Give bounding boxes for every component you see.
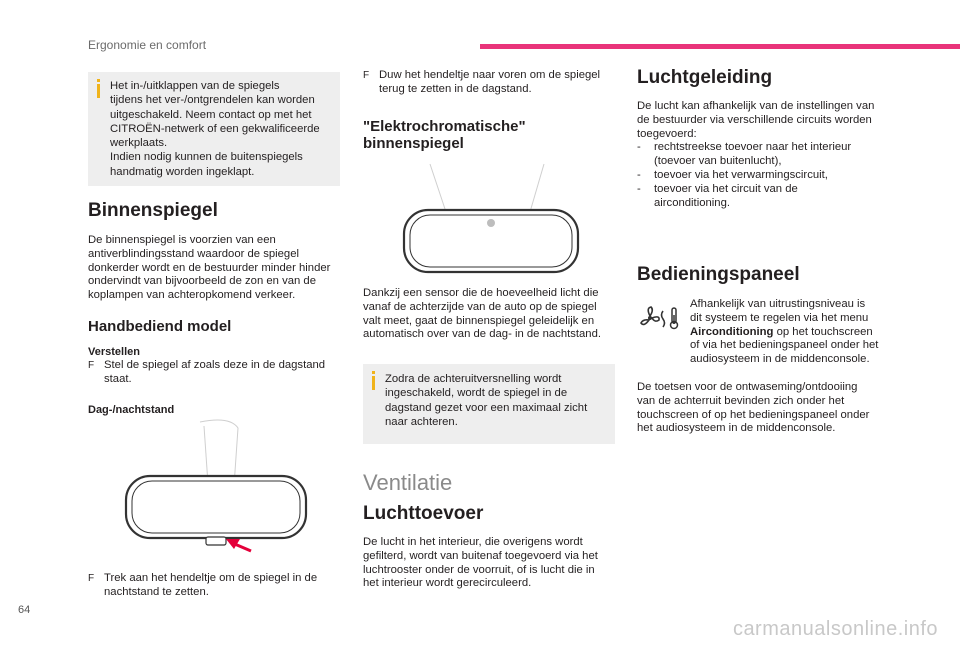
section-accent-bar (480, 44, 960, 49)
text-line: airconditioning. (654, 196, 730, 209)
bullet-mark: F (88, 360, 95, 371)
text-line: gefilterd, wordt van buitenaf toegevoerd via het (363, 549, 598, 562)
note-line: werkplaats. (110, 137, 168, 150)
label-dagnacht: Dag-/nachtstand (88, 404, 175, 416)
note-line: dagstand gezet voor een maximaal zicht (385, 401, 588, 414)
info-icon (97, 84, 100, 98)
text-line: het interieur wordt gerecirculeerd. (363, 577, 532, 590)
note-line: ingeschakeld, wordt de spiegel in de (385, 387, 568, 400)
text-line: touchscreen of op het bedieningspaneel onder (637, 408, 870, 421)
text-line: (toevoer van buitenlucht), (654, 155, 782, 168)
note-line: handmatig worden ingeklapt. (110, 165, 255, 178)
text-line: toevoer via het circuit van de (654, 182, 798, 195)
heading-handbediend: Handbediend model (88, 318, 232, 335)
sensor-text (363, 287, 623, 342)
heading-bedieningspaneel: Bedieningspaneel (637, 264, 800, 285)
text-line: valt meet, gaat de binnenspiegel geleidelijk en (363, 314, 595, 327)
text-line (690, 326, 905, 340)
watermark: carmanualsonline.info (732, 618, 938, 640)
luchtgeleiding-text (637, 100, 902, 210)
text-line: rechtstreekse toevoer naar het interieur (654, 141, 852, 154)
text-line: toegevoerd: (637, 127, 697, 140)
text-line: donkerder wordt en de bestuurder minder hinder (88, 261, 331, 274)
text-line: Duw het hendeltje naar voren om de spiegel (379, 69, 601, 81)
note-line: Zodra de achteruitversnelling wordt (385, 373, 562, 385)
text-line: Trek aan het hendeltje om de spiegel in de (104, 572, 318, 584)
heading-luchtgeleiding: Luchtgeleiding (637, 67, 773, 88)
text-line: Dankzij een sensor die de hoeveelheid licht die (363, 287, 599, 299)
text-line: vanaf de achterzijde van de auto op de spiegel (363, 300, 597, 313)
note-line: CITROËN-netwerk of een gekwalificeerde (110, 122, 320, 135)
heading-binnenspiegel: Binnenspiegel (88, 200, 218, 221)
text-line: De lucht in het interieur, die overigens wordt (363, 536, 583, 548)
note-line: tijdens het ver-/ontgrendelen kan worden (110, 94, 315, 107)
sensor-icon (487, 219, 495, 227)
label-verstellen: Verstellen (88, 346, 140, 358)
page-number: 64 (18, 604, 31, 616)
text-line: antiverblindingsstand waardoor de spiegel (88, 247, 300, 260)
mirror-lever (206, 537, 226, 545)
list-item (637, 169, 902, 183)
text-line: nachtstand te zetten. (104, 585, 209, 598)
info-icon (372, 376, 375, 390)
text-line: ondervindt van bijvoorbeeld de zon en van de (88, 275, 316, 288)
heading-line: binnenspiegel (363, 135, 464, 152)
text-line: van de achterruit bevinden zich onder het (637, 394, 845, 407)
menu-name: Airconditioning (690, 325, 774, 338)
note-line: naar achteren. (385, 415, 458, 428)
binnenspiegel-text (88, 234, 348, 303)
text-span: op het touchscreen (773, 325, 873, 338)
text-line: De lucht kan afhankelijk van de instellingen van (637, 100, 875, 112)
note-line: Indien nodig kunnen de buitenspiegels (110, 151, 303, 164)
heading-ventilatie: Ventilatie (363, 470, 453, 495)
text-line: Stel de spiegel af zoals deze in de dagstand (104, 359, 326, 371)
dash-mark: - (637, 168, 641, 181)
text-line: audiosysteem in de middenconsole. (690, 353, 870, 366)
section-header: Ergonomie en comfort (88, 38, 207, 52)
text-line: de bestuurder via verschillende circuits worden (637, 113, 872, 126)
text-line: automatisch over van de dag- in de nachtstand. (363, 328, 602, 341)
heading-elektrochromatisch (363, 118, 526, 152)
info-note-reverse (363, 364, 615, 444)
dash-mark: - (637, 182, 641, 195)
text-line: dit systeem te regelen via het menu (690, 311, 869, 324)
bullet-trek (88, 572, 348, 602)
info-note-mirrors (88, 72, 340, 186)
text-line: Afhankelijk van uitrustingsniveau is (690, 298, 866, 310)
climate-control-icon (640, 305, 682, 331)
text-line: staat. (104, 372, 132, 385)
text-line: koplampen van achteropkomend verkeer. (88, 289, 296, 302)
circuit-list (637, 141, 902, 210)
heading-luchttoevoer: Luchttoevoer (363, 503, 484, 524)
bullet-mark: F (88, 573, 95, 584)
bedieningspaneel-text (690, 298, 905, 367)
text-line: het audiosysteem in de middenconsole. (637, 422, 836, 435)
text-line: of via het bedieningspaneel onder het (690, 339, 879, 352)
text-line: luchtrooster onder de voorruit, of is lucht die in (363, 563, 595, 576)
luchttoevoer-text (363, 536, 623, 591)
toetsen-text (637, 381, 902, 436)
mirror-frame (126, 476, 306, 538)
heading-line: "Elektrochromatische" (363, 118, 526, 135)
list-item (637, 141, 902, 169)
manual-mirror-illustration (118, 418, 318, 558)
note-line: uitgeschakeld. Neem contact op met het (110, 108, 312, 121)
dash-mark: - (637, 141, 641, 154)
text-line: terug te zetten in de dagstand. (379, 82, 532, 95)
bullet-verstellen (88, 359, 348, 389)
bullet-duw (363, 69, 623, 99)
bullet-mark: F (363, 70, 370, 81)
text-line: De toetsen voor de ontwaseming/ontdooiing (637, 381, 858, 393)
electrochromatic-mirror-illustration (398, 162, 588, 276)
note-line: Het in-/uitklappen van de spiegels (110, 80, 280, 92)
text-line: toevoer via het verwarmingscircuit, (654, 168, 828, 181)
list-item (637, 183, 902, 211)
text-line: De binnenspiegel is voorzien van een (88, 234, 276, 246)
